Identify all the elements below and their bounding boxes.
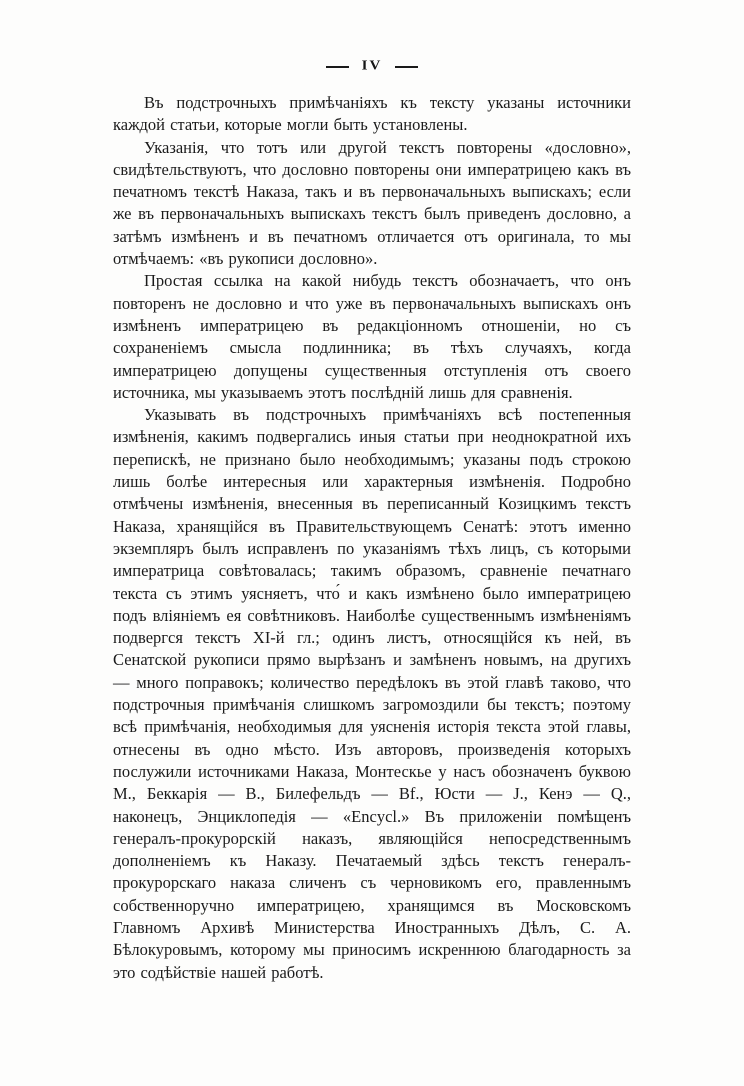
text-block: [113, 92, 631, 984]
running-head: [0, 59, 744, 74]
page-number: IV: [361, 58, 383, 74]
paragraph-sources-note: Въ подстрочныхъ примѣчаніяхъ къ тексту указаны источники каждой статьи, которые могли быть установлены.: [113, 93, 631, 135]
paragraph-editorial-changes: Указывать въ подстрочныхъ примѣчаніяхъ всѣ постепенныя измѣненія, какимъ подвергались иныя статьи при неоднократной ихъ перепискѣ, не признано было необходимымъ; указаны подъ строкою лишь болѣе интересныя или характерныя измѣненія. Подробно отмѣчены измѣненія, внесенныя въ переписанный Козицкимъ текстъ Наказа, хранящійся въ Правительствующемъ Сенатѣ: этотъ именно экземпляръ былъ исправленъ по указаніямъ тѣхъ лицъ, съ которыми императрица совѣтовалась; такимъ образомъ, сравненіе печатнаго текста съ этимъ уясняетъ, что́ и какъ измѣнено было императрицею подъ вліяніемъ ея совѣтниковъ. Наиболѣе существеннымъ измѣненіямъ подвергся текстъ XI-й гл.; одинъ листъ, относящійся къ ней, въ Сенатской рукописи прямо вырѣзанъ и замѣненъ новымъ, на другихъ — много поправокъ; количество передѣлокъ въ этой главѣ таково, что подстрочныя примѣчанія слишкомъ загромоздили бы текстъ; поэтому всѣ примѣчанія, необходимыя для уясненія исторія текста этой главы, отнесены въ одно мѣсто. Изъ авторовъ, произведенія которыхъ послужили источниками Наказа, Монтескье у насъ обозначенъ буквою М., Беккарія — B., Билефельдъ — Bf., Юсти — J., Кенэ — Q., наконецъ, Энциклопедія — «Encycl.» Въ приложеніи помѣщенъ генералъ-прокурорскій наказъ, являющійся непосредственнымъ дополненіемъ къ Наказу. Печатаемый здѣсь текстъ генералъ-прокурорскаго наказа сличенъ съ черновикомъ его, правленнымъ собственноручно императрицею, хранящимся въ Московскомъ Главномъ Архивѣ Министерства Иностранныхъ Дѣлъ, С. А. Бѣлокуровымъ, которому мы приносимъ искреннюю благодарность за это содѣйствіе нашей работѣ.: [113, 405, 631, 982]
header-rule-right: [395, 66, 418, 68]
paragraph-verbatim-notation: Указанія, что тотъ или другой текстъ повторены «дословно», свидѣтельствуютъ, что дословно повторены они императрицею какъ въ печатномъ текстѣ Наказа, такъ и въ первоначальныхъ выпискахъ; если же въ первоначальныхъ выпискахъ текстъ былъ приведенъ дословно, а затѣмъ измѣненъ и въ печатномъ отличается отъ оригинала, то мы отмѣчаемъ: «въ рукописи дословно».: [113, 137, 631, 269]
paragraph-simple-reference: Простая ссылка на какой нибудь текстъ обозначаетъ, что онъ повторенъ не дословно и что уже въ первоначальныхъ выпискахъ онъ измѣненъ императрицею въ редакціонномъ отношеніи, но съ сохраненіемъ смысла подлинника; въ тѣхъ случаяхъ, когда императрицею допущены существенныя отступленія отъ своего источника, мы указываемъ этотъ послѣдній лишь для сравненія.: [113, 271, 631, 402]
header-rule-left: [326, 66, 349, 68]
